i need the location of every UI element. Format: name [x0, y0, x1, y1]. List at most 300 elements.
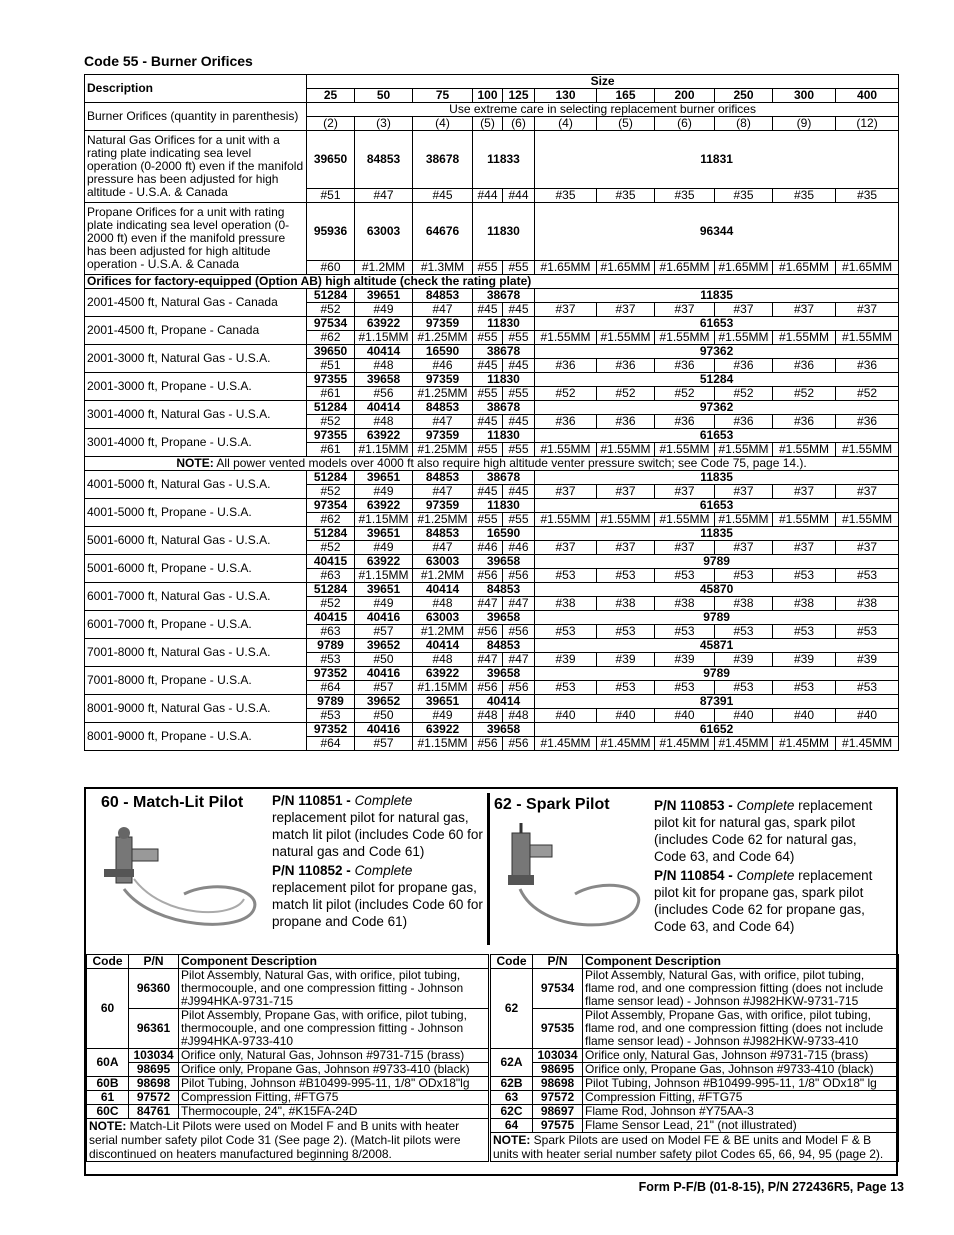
code-cell: 60B	[87, 1077, 129, 1091]
note-row	[491, 1133, 899, 1162]
drill-size-cell: #1.55MM	[773, 513, 836, 527]
drill-size-cell: #1.25MM	[413, 443, 473, 457]
drill-size-cell: #51	[307, 189, 355, 203]
pn-cell: 98695	[533, 1063, 583, 1077]
part-number-cell: 39650	[307, 131, 355, 189]
drill-size-cell: #37	[597, 485, 655, 499]
table-row	[87, 1063, 489, 1077]
part-number-cell: 39658	[355, 373, 413, 387]
drill-size-cell: #52	[597, 387, 655, 401]
drill-size-cell: #47	[473, 653, 503, 667]
drill-size-cell: #56	[473, 569, 503, 583]
drill-size-cell: #1.55MM	[715, 331, 773, 345]
row-description: 7001-8000 ft, Propane - U.S.A.	[85, 667, 307, 695]
quantity-cell: (6)	[503, 117, 535, 131]
drill-size-cell: #56	[503, 737, 535, 751]
note-row	[87, 1119, 489, 1162]
part-number-cell: 39651	[355, 527, 413, 541]
part-number-cell: 51284	[535, 373, 899, 387]
note-text: All power vented models over 4000 ft also require high altitude venter pressure switch; see Code 75, page 14.).	[213, 456, 807, 470]
drill-size-cell: #48	[355, 359, 413, 373]
drill-size-cell: #36	[773, 359, 836, 373]
drill-size-cell: #47	[503, 597, 535, 611]
row-description: 3001-4000 ft, Propane - U.S.A.	[85, 429, 307, 457]
row-description: 5001-6000 ft, Natural Gas - U.S.A.	[85, 527, 307, 555]
drill-size-cell: #53	[655, 625, 715, 639]
desc-cell: Pilot Assembly, Natural Gas, with orifice, pilot tubing, thermocouple, and one compression fitting - Johnson #J994HKA-9731-715	[179, 969, 489, 1009]
drill-size-cell: #49	[413, 709, 473, 723]
part-number-cell: 63922	[355, 429, 413, 443]
drill-size-cell: #53	[307, 709, 355, 723]
drill-size-cell: #40	[836, 709, 899, 723]
drill-size-cell: #49	[355, 597, 413, 611]
drill-size-cell: #45	[503, 485, 535, 499]
part-number-cell: 11830	[473, 429, 535, 443]
drill-size-cell: #1.65MM	[597, 261, 655, 275]
drill-size-cell: #1.55MM	[655, 443, 715, 457]
drill-size-cell: #48	[473, 709, 503, 723]
part-number-cell: 40414	[413, 639, 473, 653]
part-number-cell: 9789	[307, 695, 355, 709]
part-number-cell: 11831	[535, 131, 899, 189]
quantity-cell: (5)	[473, 117, 503, 131]
drill-size-cell: #1.55MM	[655, 513, 715, 527]
drill-size-cell: #62	[307, 513, 355, 527]
drill-size-cell: #47	[413, 541, 473, 555]
drill-size-cell: #37	[836, 485, 899, 499]
size-header: Size	[307, 75, 899, 89]
drill-size-cell: #38	[773, 597, 836, 611]
part-number-cell: 40414	[355, 401, 413, 415]
emphasis: Complete	[354, 793, 413, 808]
component-header: Component Description	[583, 955, 899, 969]
part-number-cell: 51284	[307, 401, 355, 415]
table-row	[87, 1077, 489, 1091]
note-text: Spark Pilots are used on Model FE & BE units and Model F & B units with heater serial number safety pilot Codes 65, 66, 94, 95 (page 2).	[493, 1133, 884, 1161]
power-vent-note	[85, 457, 899, 471]
drill-size-cell: #38	[715, 597, 773, 611]
part-number-cell: 16590	[413, 345, 473, 359]
drill-size-cell: #1.55MM	[773, 331, 836, 345]
desc-cell: Pilot Assembly, Propane Gas, with orifice, pilot tubing, thermocouple, and one compression fitting - Johnson #J994HKA-9733-410	[179, 1009, 489, 1049]
row-description: 7001-8000 ft, Natural Gas - U.S.A.	[85, 639, 307, 667]
table-row	[85, 203, 899, 261]
text: replacement pilot kit for natural gas, spark pilot (includes Code 62 for natural gas, Code 63, and Code 64)	[654, 798, 873, 864]
part-number-cell: 11833	[473, 131, 535, 189]
drill-size-cell: #1.15MM	[413, 737, 473, 751]
drill-size-cell: #36	[715, 415, 773, 429]
part-number-cell: 40414	[355, 345, 413, 359]
part-number-cell: 39658	[473, 723, 535, 737]
part-number-cell: 84853	[413, 289, 473, 303]
drill-size-cell: #52	[307, 597, 355, 611]
drill-size-cell: #1.45MM	[715, 737, 773, 751]
drill-size-cell: #40	[715, 709, 773, 723]
drill-size-cell: #47	[413, 415, 473, 429]
part-number-cell: 96344	[535, 203, 899, 261]
drill-size-cell: #53	[535, 681, 597, 695]
drill-size-cell: #1.15MM	[355, 331, 413, 345]
part-number-cell: 51284	[307, 583, 355, 597]
drill-size-cell: #38	[597, 597, 655, 611]
drill-size-cell: #45	[413, 189, 473, 203]
drill-size-cell: #53	[715, 625, 773, 639]
part-number-cell: 40415	[307, 611, 355, 625]
part-number-cell: 51284	[307, 471, 355, 485]
part-number-cell: 11830	[473, 499, 535, 513]
code-cell: 62A	[491, 1049, 533, 1077]
drill-size-cell: #48	[503, 709, 535, 723]
part-number-cell: 51284	[307, 527, 355, 541]
part-number-cell: 16590	[473, 527, 535, 541]
drill-size-cell: #36	[535, 415, 597, 429]
part-number: P/N 110853 -	[654, 798, 737, 813]
drill-size-cell: #53	[836, 569, 899, 583]
table-row	[85, 317, 899, 331]
drill-size-cell: #52	[836, 387, 899, 401]
drill-size-cell: #1.65MM	[535, 261, 597, 275]
table-row	[85, 611, 899, 625]
drill-size-cell: #53	[715, 569, 773, 583]
drill-size-cell: #53	[535, 625, 597, 639]
match-lit-note	[87, 1119, 489, 1162]
emphasis: Complete	[736, 798, 795, 813]
drill-size-cell: #38	[655, 597, 715, 611]
part-number-cell: 9789	[535, 555, 899, 569]
drill-size-cell: #52	[655, 387, 715, 401]
table-row	[85, 667, 899, 681]
drill-size-cell: #39	[597, 653, 655, 667]
drill-size-cell: #1.3MM	[413, 261, 473, 275]
table-row	[85, 429, 899, 443]
part-number-cell: 39658	[473, 667, 535, 681]
drill-size-cell: #49	[355, 485, 413, 499]
drill-size-cell: #1.65MM	[715, 261, 773, 275]
drill-size-cell: #55	[473, 443, 503, 457]
desc-cell: Flame Rod, Johnson #Y75AA-3	[583, 1105, 899, 1119]
drill-size-cell: #36	[597, 359, 655, 373]
drill-size-cell: #37	[773, 541, 836, 555]
drill-size-cell: #48	[355, 415, 413, 429]
drill-size-cell: #53	[655, 569, 715, 583]
part-number-cell: 39650	[307, 345, 355, 359]
quantity-cell: (5)	[597, 117, 655, 131]
drill-size-cell: #44	[503, 189, 535, 203]
drill-size-cell: #57	[355, 681, 413, 695]
spark-components-table	[490, 954, 899, 1162]
table-row	[491, 969, 899, 1009]
pn-cell: 103034	[129, 1049, 179, 1063]
pn-cell: 98697	[533, 1105, 583, 1119]
part-number-cell: 61653	[535, 429, 899, 443]
drill-size-cell: #1.15MM	[355, 569, 413, 583]
code-cell: 61	[87, 1091, 129, 1105]
drill-size-cell: #1.55MM	[715, 513, 773, 527]
drill-size-cell: #45	[503, 303, 535, 317]
drill-size-cell: #36	[773, 415, 836, 429]
note-label: NOTE:	[493, 1133, 531, 1147]
desc-cell: Orifice only, Propane Gas, Johnson #9733-410 (black)	[583, 1063, 899, 1077]
pn-cell: 97572	[129, 1091, 179, 1105]
part-number-cell: 97359	[413, 499, 473, 513]
table-row	[85, 723, 899, 737]
spark-pilot-icon	[490, 819, 650, 939]
drill-size-cell: #37	[836, 541, 899, 555]
caution-text: Use extreme care in selecting replacement burner orifices	[307, 103, 899, 117]
drill-size-cell: #47	[413, 303, 473, 317]
part-number-cell: 38678	[473, 471, 535, 485]
drill-size-cell: #55	[473, 331, 503, 345]
part-number-cell: 11835	[535, 471, 899, 485]
part-number-cell: 63922	[355, 317, 413, 331]
drill-size-cell: #63	[307, 625, 355, 639]
drill-size-cell: #53	[307, 653, 355, 667]
desc-cell: Flame Sensor Lead, 21" (not illustrated)	[583, 1119, 899, 1133]
table-row	[85, 555, 899, 569]
drill-size-cell: #1.55MM	[836, 443, 899, 457]
row-description: 4001-5000 ft, Propane - U.S.A.	[85, 499, 307, 527]
drill-size-cell: #56	[473, 681, 503, 695]
part-number-cell: 38678	[473, 345, 535, 359]
drill-size-cell: #1.65MM	[836, 261, 899, 275]
drill-size-cell: #38	[535, 597, 597, 611]
orifice-table	[84, 74, 899, 751]
part-number-cell: 97362	[535, 345, 899, 359]
size-cell: 25	[307, 89, 355, 103]
drill-size-cell: #1.55MM	[655, 331, 715, 345]
drill-size-cell: #51	[307, 359, 355, 373]
table-row	[85, 471, 899, 485]
row-description: 3001-4000 ft, Natural Gas - U.S.A.	[85, 401, 307, 429]
drill-size-cell: #47	[355, 189, 413, 203]
part-number: P/N 110854 -	[654, 868, 737, 883]
pn-cell: 98698	[129, 1077, 179, 1091]
part-number-cell: 39651	[355, 471, 413, 485]
drill-size-cell: #47	[413, 485, 473, 499]
spark-description	[654, 797, 892, 937]
drill-size-cell: #1.25MM	[413, 387, 473, 401]
drill-size-cell: #57	[355, 625, 413, 639]
pn-cell: 97534	[533, 969, 583, 1009]
part-number: P/N 110851 -	[272, 793, 355, 808]
drill-size-cell: #40	[597, 709, 655, 723]
drill-size-cell: #40	[655, 709, 715, 723]
drill-size-cell: #60	[307, 261, 355, 275]
part-number-cell: 87391	[535, 695, 899, 709]
drill-size-cell: #1.45MM	[773, 737, 836, 751]
drill-size-cell: #37	[655, 303, 715, 317]
drill-size-cell: #52	[307, 541, 355, 555]
pn-cell: 97535	[533, 1009, 583, 1049]
part-number-cell: 97362	[535, 401, 899, 415]
drill-size-cell: #53	[773, 569, 836, 583]
drill-size-cell: #52	[307, 485, 355, 499]
part-number-cell: 97355	[307, 429, 355, 443]
drill-size-cell: #53	[773, 625, 836, 639]
drill-size-cell: #63	[307, 569, 355, 583]
drill-size-cell: #35	[836, 189, 899, 203]
drill-size-cell: #45	[473, 485, 503, 499]
drill-size-cell: #1.45MM	[535, 737, 597, 751]
row-description: 6001-7000 ft, Natural Gas - U.S.A.	[85, 583, 307, 611]
table-row	[85, 527, 899, 541]
part-number-cell: 39658	[473, 555, 535, 569]
pn-cell: 96360	[129, 969, 179, 1009]
part-number-cell: 11835	[535, 527, 899, 541]
drill-size-cell: #47	[473, 597, 503, 611]
table-row	[491, 1119, 899, 1133]
drill-size-cell: #37	[836, 303, 899, 317]
pn-cell: 98695	[129, 1063, 179, 1077]
table-row	[491, 1049, 899, 1063]
part-number-cell: 38678	[473, 289, 535, 303]
drill-size-cell: #45	[473, 415, 503, 429]
part-number-cell: 11830	[473, 203, 535, 261]
drill-size-cell: #36	[597, 415, 655, 429]
drill-size-cell: #40	[773, 709, 836, 723]
row-description: Propane Orifices for a unit with rating plate indicating sea level operation (0-2000 ft) even if the manifold pressure has been adjusted for high altitude operation - U.S.A. & Canada	[85, 203, 307, 275]
match-lit-components-table	[86, 954, 489, 1162]
part-number-cell: 97354	[307, 499, 355, 513]
drill-size-cell: #36	[715, 359, 773, 373]
size-cell: 300	[773, 89, 836, 103]
size-cell: 250	[715, 89, 773, 103]
drill-size-cell: #35	[715, 189, 773, 203]
drill-size-cell: #62	[307, 331, 355, 345]
drill-size-cell: #37	[655, 541, 715, 555]
part-number-cell: 39652	[355, 639, 413, 653]
drill-size-cell: #1.15MM	[355, 513, 413, 527]
part-number-cell: 63922	[413, 667, 473, 681]
drill-size-cell: #52	[535, 387, 597, 401]
row-description: 8001-9000 ft, Propane - U.S.A.	[85, 723, 307, 751]
drill-size-cell: #56	[473, 737, 503, 751]
row-description: 4001-5000 ft, Natural Gas - U.S.A.	[85, 471, 307, 499]
part-number-cell: 63003	[413, 555, 473, 569]
part-number-cell: 40416	[355, 611, 413, 625]
desc-cell: Pilot Tubing, Johnson #B10499-995-11, 1/8" ODx18" lg	[583, 1077, 899, 1091]
drill-size-cell: #56	[473, 625, 503, 639]
quantity-cell: (6)	[655, 117, 715, 131]
drill-size-cell: #55	[503, 513, 535, 527]
drill-size-cell: #35	[597, 189, 655, 203]
match-lit-heading: 60 - Match-Lit Pilot	[101, 794, 244, 811]
desc-cell: Pilot Tubing, Johnson #B10499-995-11, 1/8" ODx18"lg	[179, 1077, 489, 1091]
emphasis: Complete	[736, 868, 795, 883]
drill-size-cell: #55	[503, 331, 535, 345]
drill-size-cell: #37	[655, 485, 715, 499]
drill-size-cell: #46	[413, 359, 473, 373]
part-number-cell: 97359	[413, 373, 473, 387]
table-row	[491, 1063, 899, 1077]
drill-size-cell: #56	[503, 625, 535, 639]
code-cell: 62B	[491, 1077, 533, 1091]
drill-size-cell: #45	[503, 415, 535, 429]
part-number-cell: 38678	[413, 131, 473, 189]
table-row	[85, 695, 899, 709]
drill-size-cell: #61	[307, 443, 355, 457]
drill-size-cell: #55	[473, 387, 503, 401]
part-number-cell: 97534	[307, 317, 355, 331]
part-number-cell: 61653	[535, 499, 899, 513]
part-number-cell: 40414	[413, 583, 473, 597]
drill-size-cell: #61	[307, 387, 355, 401]
part-number-cell: 9789	[307, 639, 355, 653]
part-number-cell: 61652	[535, 723, 899, 737]
drill-size-cell: #37	[773, 303, 836, 317]
drill-size-cell: #40	[535, 709, 597, 723]
part-number: P/N 110852 -	[272, 863, 355, 878]
part-number-cell: 39651	[413, 695, 473, 709]
desc-cell: Orifice only, Natural Gas, Johnson #9731-715 (brass)	[583, 1049, 899, 1063]
quantity-cell: (2)	[307, 117, 355, 131]
drill-size-cell: #1.55MM	[535, 513, 597, 527]
size-cell: 125	[503, 89, 535, 103]
quantity-cell: (12)	[836, 117, 899, 131]
drill-size-cell: #47	[503, 653, 535, 667]
drill-size-cell: #39	[655, 653, 715, 667]
table-row	[87, 1009, 489, 1049]
part-number-cell: 51284	[307, 289, 355, 303]
drill-size-cell: #37	[773, 485, 836, 499]
note-text: Match-Lit Pilots were used on Model F and B units with heater serial number safety pilot Code 31 (See page 2). (Match-lit pilots were discontinued on heaters manufactured beginning 8/2008.	[89, 1119, 461, 1161]
emphasis: Complete	[354, 863, 413, 878]
table-row	[491, 1105, 899, 1119]
drill-size-cell: #45	[503, 359, 535, 373]
drill-size-cell: #1.25MM	[413, 513, 473, 527]
drill-size-cell: #1.55MM	[773, 443, 836, 457]
pn-cell: 97575	[533, 1119, 583, 1133]
drill-size-cell: #1.2MM	[413, 569, 473, 583]
drill-size-cell: #35	[655, 189, 715, 203]
drill-size-cell: #37	[597, 303, 655, 317]
page-title: Code 55 - Burner Orifices	[84, 53, 253, 69]
drill-size-cell: #35	[535, 189, 597, 203]
quantity-cell: (9)	[773, 117, 836, 131]
drill-size-cell: #57	[355, 737, 413, 751]
drill-size-cell: #37	[597, 541, 655, 555]
pn-cell: 97572	[533, 1091, 583, 1105]
row-description: Natural Gas Orifices for a unit with a rating plate indicating sea level operation (0-2000 ft) even if the manifold pressure has been adjusted for high altitude - U.S.A. & Canada	[85, 131, 307, 203]
drill-size-cell: #1.55MM	[597, 513, 655, 527]
drill-size-cell: #37	[535, 541, 597, 555]
drill-size-cell: #53	[655, 681, 715, 695]
quantity-cell: (4)	[413, 117, 473, 131]
drill-size-cell: #45	[473, 303, 503, 317]
note-label: NOTE:	[89, 1119, 127, 1133]
drill-size-cell: #48	[413, 653, 473, 667]
part-number-cell: 40416	[355, 723, 413, 737]
part-number-cell: 11830	[473, 317, 535, 331]
size-cell: 200	[655, 89, 715, 103]
table-row	[491, 1077, 899, 1091]
part-number-cell: 95936	[307, 203, 355, 261]
part-number-cell: 38678	[473, 401, 535, 415]
drill-size-cell: #64	[307, 681, 355, 695]
section-heading: Orifices for factory-equipped (Option AB) high altitude (check the rating plate)	[85, 275, 899, 289]
part-number-cell: 97352	[307, 723, 355, 737]
drill-size-cell: #52	[307, 415, 355, 429]
code-cell: 60C	[87, 1105, 129, 1119]
size-cell: 100	[473, 89, 503, 103]
drill-size-cell: #50	[355, 653, 413, 667]
drill-size-cell: #53	[597, 569, 655, 583]
table-row	[87, 1091, 489, 1105]
pn-header: P/N	[533, 955, 583, 969]
drill-size-cell: #1.25MM	[413, 331, 473, 345]
part-number-cell: 61653	[535, 317, 899, 331]
table-row	[85, 345, 899, 359]
